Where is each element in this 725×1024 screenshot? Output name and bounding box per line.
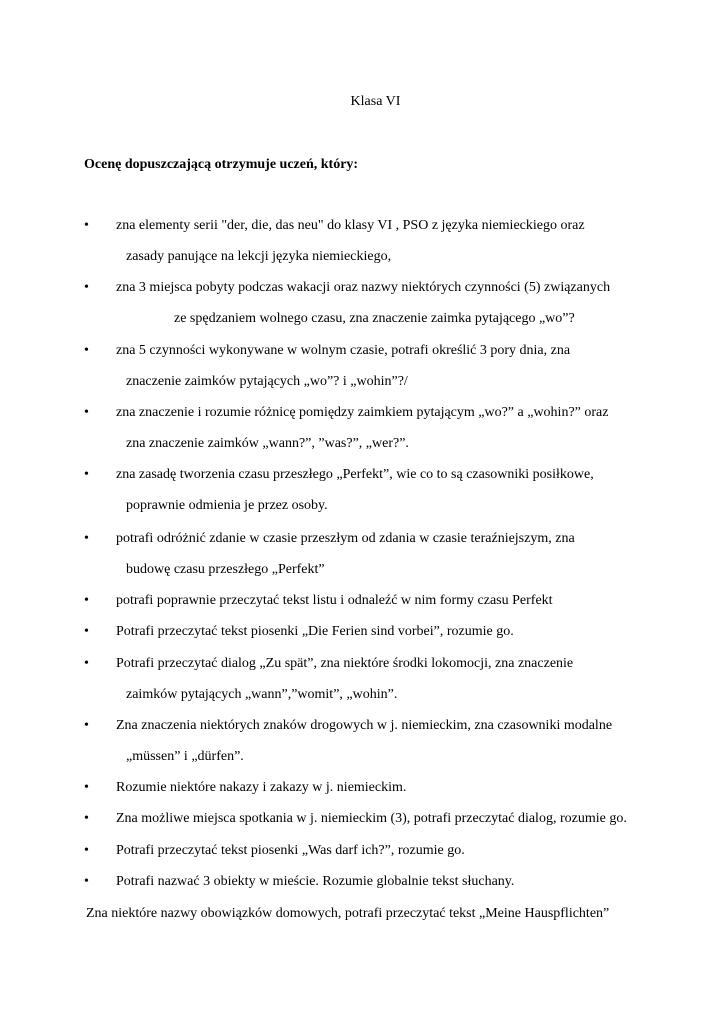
list-item-text: zna 3 miejsca pobyty podczas wakacji oraz nazwy niektórych czynności (5) związanych xyxy=(116,280,611,295)
list-item-text: zna znaczenie i rozumie różnicę pomiędzy zaimkiem pytającym „wo?” a „wohin?” oraz xyxy=(116,405,609,420)
list-item-text: Zna znaczenia niektórych znaków drogowych w j. niemieckim, zna czasowniki modalne xyxy=(116,718,613,733)
list-item-text: Potrafi nazwać 3 obiekty w mieście. Rozumie globalnie tekst słuchany. xyxy=(116,874,515,889)
bullet-icon: • xyxy=(84,405,89,420)
list-item-continuation: zaimków pytających „wann”,”womit”, „wohin”. xyxy=(126,687,398,702)
list-item-continuation: zasady panujące na lekcji języka niemieckiego, xyxy=(126,249,392,264)
list-item-text: potrafi odróżnić zdanie w czasie przeszłym od zdania w czasie teraźniejszym, zna xyxy=(116,531,575,546)
list-item-continuation: budowę czasu przeszłego „Perfekt” xyxy=(126,562,325,577)
bullet-icon: • xyxy=(84,531,89,546)
list-item-continuation: poprawnie odmienia je przez osoby. xyxy=(126,498,328,513)
bullet-icon: • xyxy=(84,218,89,233)
list-item-text: zna 5 czynności wykonywane w wolnym czasie, potrafi określić 3 pory dnia, zna xyxy=(116,343,571,358)
closing-paragraph: Zna niektóre nazwy obowiązków domowych, potrafi przeczytać tekst „Meine Hauspflichten” xyxy=(86,906,610,921)
list-item-text: potrafi poprawnie przeczytać tekst listu i odnaleźć w nim formy czasu Perfekt xyxy=(116,593,553,608)
bullet-icon: • xyxy=(84,718,89,733)
bullet-icon: • xyxy=(84,280,89,295)
list-item-text: zna elementy serii "der, die, das neu" do klasy VI , PSO z języka niemieckiego oraz xyxy=(116,218,585,233)
list-item-text: Rozumie niektóre nakazy i zakazy w j. niemieckim. xyxy=(116,780,407,795)
bullet-icon: • xyxy=(84,656,89,671)
list-item-continuation: zna znaczenie zaimków „wann?”, ”was?”, „wer?”. xyxy=(126,436,409,451)
bullet-icon: • xyxy=(84,624,89,639)
list-item-continuation: ze spędzaniem wolnego czasu, zna znaczenie zaimka pytającego „wo”? xyxy=(174,311,575,326)
bullet-icon: • xyxy=(84,593,89,608)
bullet-icon: • xyxy=(84,843,89,858)
list-item-text: Zna możliwe miejsca spotkania w j. niemieckim (3), potrafi przeczytać dialog, rozumie go. xyxy=(116,811,627,826)
list-item-text: Potrafi przeczytać dialog „Zu spät”, zna niektóre środki lokomocji, zna znaczenie xyxy=(116,656,574,671)
list-item-text: Potrafi przeczytać tekst piosenki „Die Ferien sind vorbei”, rozumie go. xyxy=(116,624,514,639)
section-heading: Ocenę dopuszczającą otrzymuje uczeń, który: xyxy=(84,157,359,172)
list-item-text: Potrafi przeczytać tekst piosenki „Was darf ich?”, rozumie go. xyxy=(116,843,465,858)
bullet-icon: • xyxy=(84,467,89,482)
list-item-continuation: znaczenie zaimków pytających „wo”? i „wohin”?/ xyxy=(126,374,408,389)
list-item-text: zna zasadę tworzenia czasu przeszłego „Perfekt”, wie co to są czasowniki posiłkowe, xyxy=(116,467,594,482)
document-title: Klasa VI xyxy=(350,94,401,109)
bullet-icon: • xyxy=(84,780,89,795)
bullet-icon: • xyxy=(84,343,89,358)
list-item-continuation: „müssen” i „dürfen”. xyxy=(126,749,244,764)
bullet-icon: • xyxy=(84,811,89,826)
bullet-icon: • xyxy=(84,874,89,889)
